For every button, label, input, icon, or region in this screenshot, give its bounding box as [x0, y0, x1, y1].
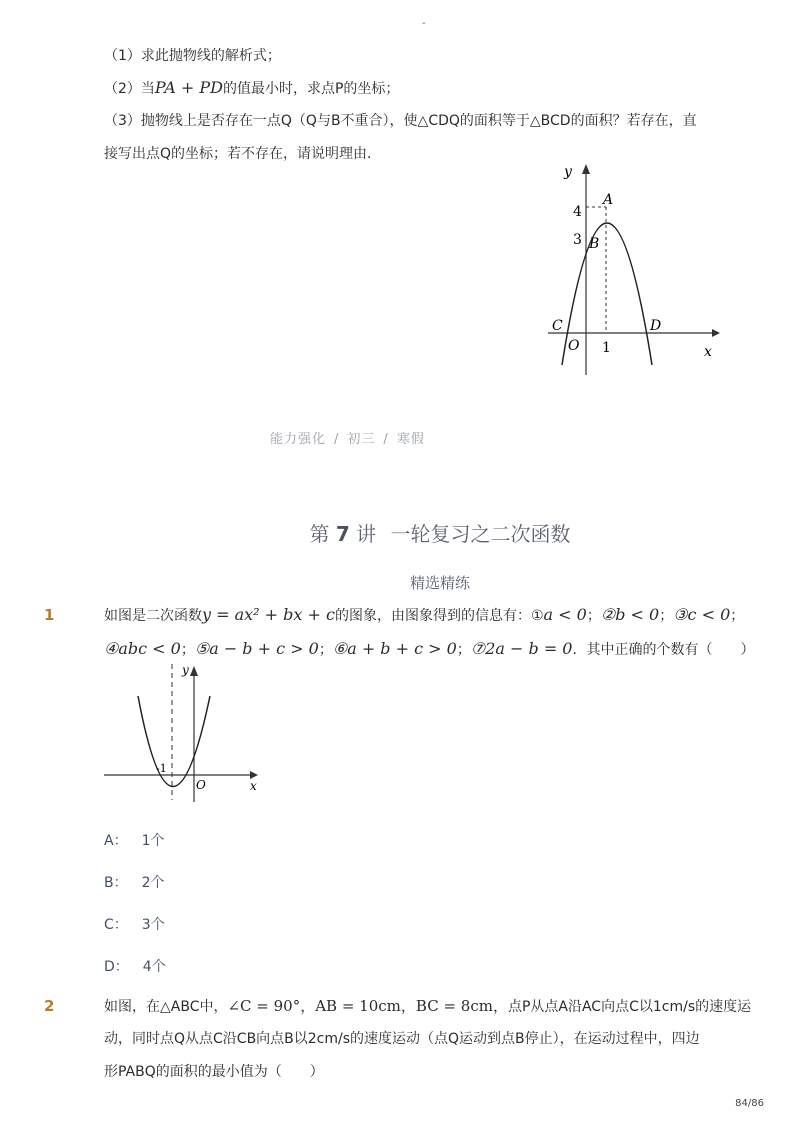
q1-option-c[interactable] — [104, 914, 165, 934]
prev-fig-origin-label: O — [568, 338, 580, 354]
lecture-topic: 一轮复习之二次函数 — [390, 522, 571, 546]
prev-fig-y-arrow — [582, 164, 590, 174]
prev-fig-tick-1: 1 — [602, 340, 611, 356]
top-mark: - — [422, 18, 426, 29]
q1-option-d-letter: D： — [104, 959, 129, 975]
q2-number: 2 — [44, 997, 55, 1015]
prev-fig-point-a: A — [603, 192, 614, 208]
q1-fig-origin-label: O — [196, 778, 206, 792]
q1-option-b[interactable] — [104, 872, 165, 892]
q1-fig-x-label: x — [250, 779, 257, 793]
q1-l1-pre: 如图是二次函数 — [104, 608, 202, 624]
course-title-part2: 初三 — [347, 432, 376, 447]
prev-fig-point-d: D — [650, 318, 662, 334]
course-title-sep1: / — [334, 432, 340, 447]
course-title-sep2: / — [383, 432, 389, 447]
prev-fig-tick-4: 4 — [573, 204, 582, 220]
prev-part2 — [104, 78, 399, 99]
q2-line2: 动，同时点Q从点C沿CB向点B以2cm/s的速度运动（点Q运动到点B停止），在运动过程中，四边 — [104, 1031, 700, 1047]
q1-line1: 如图是二次函数y = ax² + bx + c的图象，由图象得到的信息有：①a < 0；②b < 0；③c < 0； — [104, 605, 745, 624]
q1-item6: ⑥a + b + c > 0 — [332, 639, 457, 658]
q1-number: 1 — [44, 606, 55, 624]
lecture-title — [0, 518, 800, 547]
course-title — [270, 428, 425, 447]
q1-item7: ⑦2a − b = 0 — [470, 639, 573, 658]
prev-fig-x-arrow — [712, 329, 720, 337]
q2-line1 — [104, 996, 751, 1017]
prev-part3-line1: （3）抛物线上是否存在一点Q（Q与B不重合），使△CDQ的面积等于△BCD的面积？若存在，直 — [104, 113, 697, 129]
prev-part1: （1）求此抛物线的解析式； — [104, 48, 281, 64]
q1-figure — [100, 662, 270, 807]
lecture-number: 7 — [335, 522, 350, 546]
q1-option-c-letter: C： — [104, 917, 128, 933]
prev-fig-point-c: C — [552, 318, 563, 334]
prev-fig-tick-3: 3 — [573, 232, 582, 248]
course-title-part1: 能力强化 — [270, 432, 327, 447]
q1-option-a-value: 1个 — [141, 833, 165, 849]
q1-fig-neg1-label: -1 — [156, 762, 167, 775]
q1-item5: ⑤a − b + c > 0 — [194, 639, 319, 658]
q1-option-d[interactable] — [104, 956, 166, 976]
q1-item3: ③c < 0 — [673, 605, 731, 624]
course-title-part3: 寒假 — [396, 432, 425, 447]
prev-part2-post: 的值最小时，求点P的坐标； — [222, 81, 400, 97]
q1-option-b-letter: B： — [104, 875, 128, 891]
lecture-prefix: 第 — [309, 522, 330, 546]
prev-part2-math: PA + PD — [154, 78, 223, 97]
q2-line3: 形PABQ的面积的最小值为（ ） — [104, 1064, 324, 1080]
q1-l1-mid: 的图象，由图象得到的信息有：① — [334, 608, 544, 624]
q1-line2: ④abc < 0；⑤a − b + c > 0；⑥a + b + c > 0；⑦2a − b = 0．其中正确的个数有（ ） — [104, 639, 755, 658]
q1-question: 其中正确的个数有（ ） — [586, 642, 755, 658]
prev-fig-x-label: x — [704, 344, 712, 360]
prev-part3-line2: 接写出点Q的坐标；若不存在，请说明理由． — [104, 146, 382, 162]
page-number: 84/86 — [735, 1098, 764, 1109]
prev-figure — [540, 160, 730, 380]
prev-fig-point-b: B — [589, 236, 600, 252]
q2-given: ∠C = 90°，AB = 10cm，BC = 8cm， — [227, 997, 508, 1015]
q2-l1-pre: 如图，在△ABC中， — [104, 999, 228, 1015]
q1-option-b-value: 2个 — [141, 875, 165, 891]
lecture-suffix: 讲 — [356, 522, 377, 546]
section-title: 精选精练 — [409, 574, 470, 592]
q1-fig-x-arrow — [250, 771, 258, 779]
q2-l1-post: 点P从点A沿AC向点C以1cm/s的速度运 — [507, 999, 752, 1015]
q1-function: y = ax² + bx + c — [202, 605, 335, 624]
prev-fig-y-label: y — [564, 164, 572, 180]
q1-option-a[interactable] — [104, 830, 165, 850]
q1-option-d-value: 4个 — [142, 959, 166, 975]
q1-item4: ④abc < 0 — [104, 639, 181, 658]
q1-option-a-letter: A： — [104, 833, 128, 849]
q1-fig-y-label: y — [182, 663, 189, 677]
q1-fig-parabola — [138, 696, 210, 787]
q1-item2: ②b < 0 — [600, 605, 660, 624]
q1-option-c-value: 3个 — [141, 917, 165, 933]
q1-fig-y-arrow — [190, 666, 198, 676]
q1-item1: a < 0 — [543, 605, 587, 624]
prev-part2-pre: （2）当 — [104, 81, 155, 97]
